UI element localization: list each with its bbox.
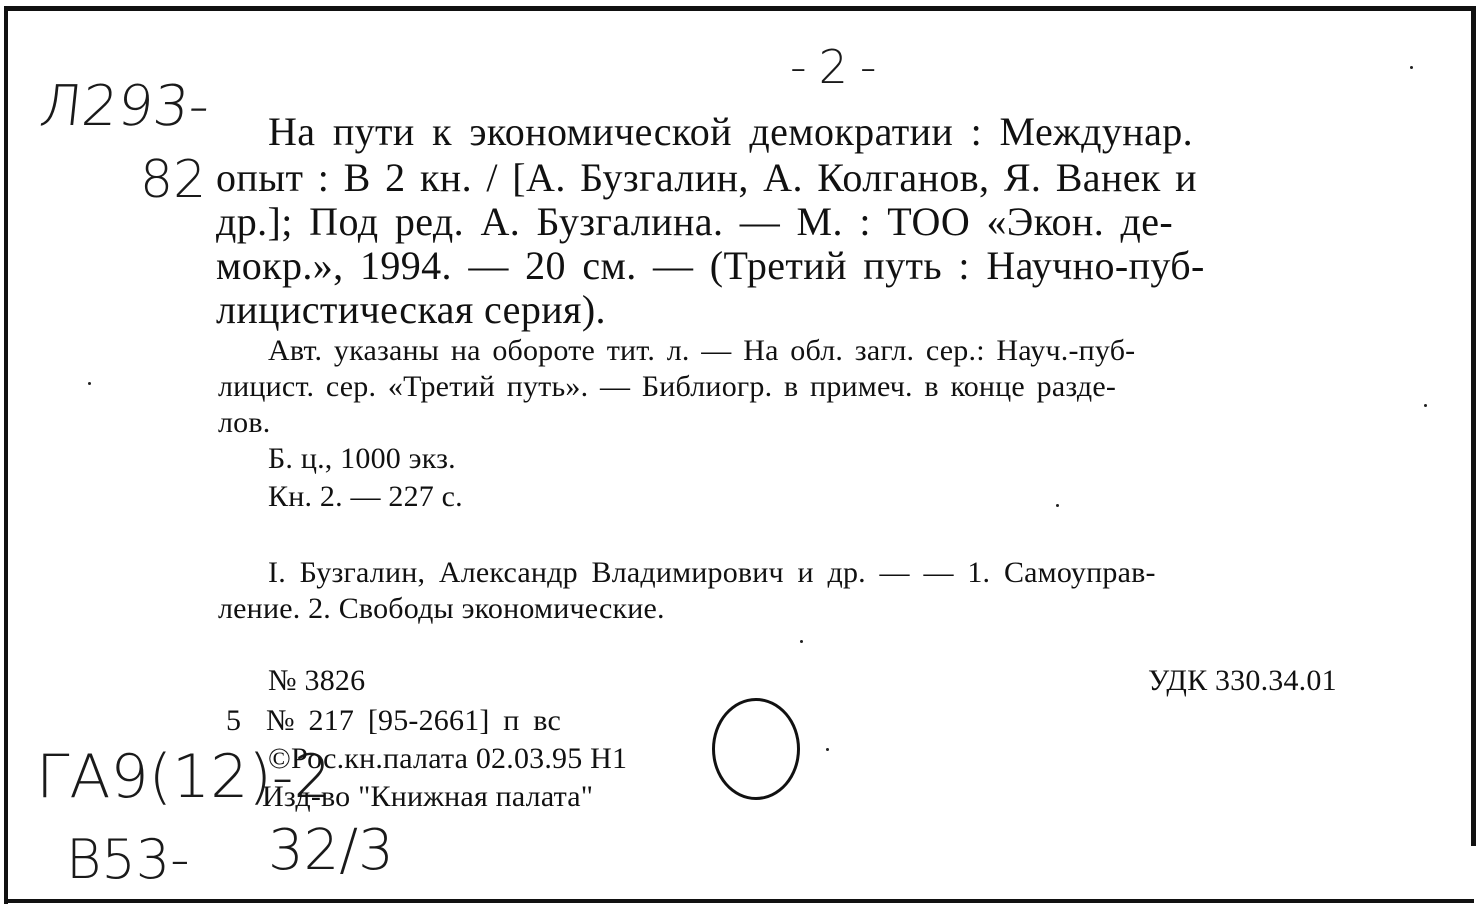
note-line-1: Авт. указаны на обороте тит. л. — На обл. загл. сер.: Науч.-пуб- (268, 334, 1136, 367)
entry-line-3: др.]; Под ред. А. Бузгалина. — М. : ТОО «Экон. де- (216, 199, 1174, 244)
tracings-line-2: ление. 2. Свободы экономические. (218, 592, 665, 625)
note-line-3: лов. (218, 406, 271, 439)
entry-line-1: На пути к экономической демократии : Междунар. (268, 109, 1194, 154)
handwritten-shelf-mark-bottom-2: В53- (66, 828, 190, 891)
imprint-line-marker: 5 (226, 704, 242, 737)
scan-speck (800, 640, 803, 643)
entry-line-4: мокр.», 1994. — 20 см. — (Третий путь : Научно-пуб- (216, 243, 1205, 288)
scan-speck (88, 382, 91, 385)
copyright-line: ©Рос.кн.палата 02.03.95 Н1 (268, 742, 628, 775)
handwritten-fraction: 32/3 (268, 818, 394, 883)
tracings-line-1: I. Бузгалин, Александр Владимирович и др. — — 1. Самоуправ- (268, 556, 1156, 589)
scan-speck (1424, 404, 1427, 407)
price-line: Б. ц., 1000 экз. (268, 442, 456, 475)
scan-speck (1410, 66, 1413, 69)
entry-line-2: опыт : В 2 кн. / [А. Бузгалин, А. Колганов, Я. Ванек и (216, 155, 1197, 200)
circular-stamp (712, 698, 800, 800)
handwritten-shelf-mark-bottom: ГА9(12)-2 (36, 742, 332, 812)
handwritten-shelf-mark-top-2: 82 (140, 150, 207, 210)
card-border-left (4, 6, 8, 904)
handwritten-shelf-mark-top: Л293- (36, 74, 213, 139)
udk-code: УДК 330.34.01 (1148, 664, 1337, 697)
scan-speck (826, 748, 829, 751)
entry-line-5: лицистическая серия). (216, 287, 606, 332)
card-border-bottom (4, 899, 1474, 903)
order-line: № 217 [95-2661] п вс (266, 704, 561, 737)
publisher-line: Изд-во "Книжная палата" (262, 780, 594, 813)
note-line-2: лицист. сер. «Третий путь». — Библиогр. в примеч. в конце разде- (218, 370, 1117, 403)
card-border-right (1471, 6, 1476, 846)
card-number: № 3826 (268, 664, 366, 697)
handwritten-page-mark: -2- (790, 40, 889, 94)
card-border-top (6, 6, 1474, 11)
scan-speck (1056, 504, 1059, 507)
volume-line: Кн. 2. — 227 с. (268, 480, 463, 513)
